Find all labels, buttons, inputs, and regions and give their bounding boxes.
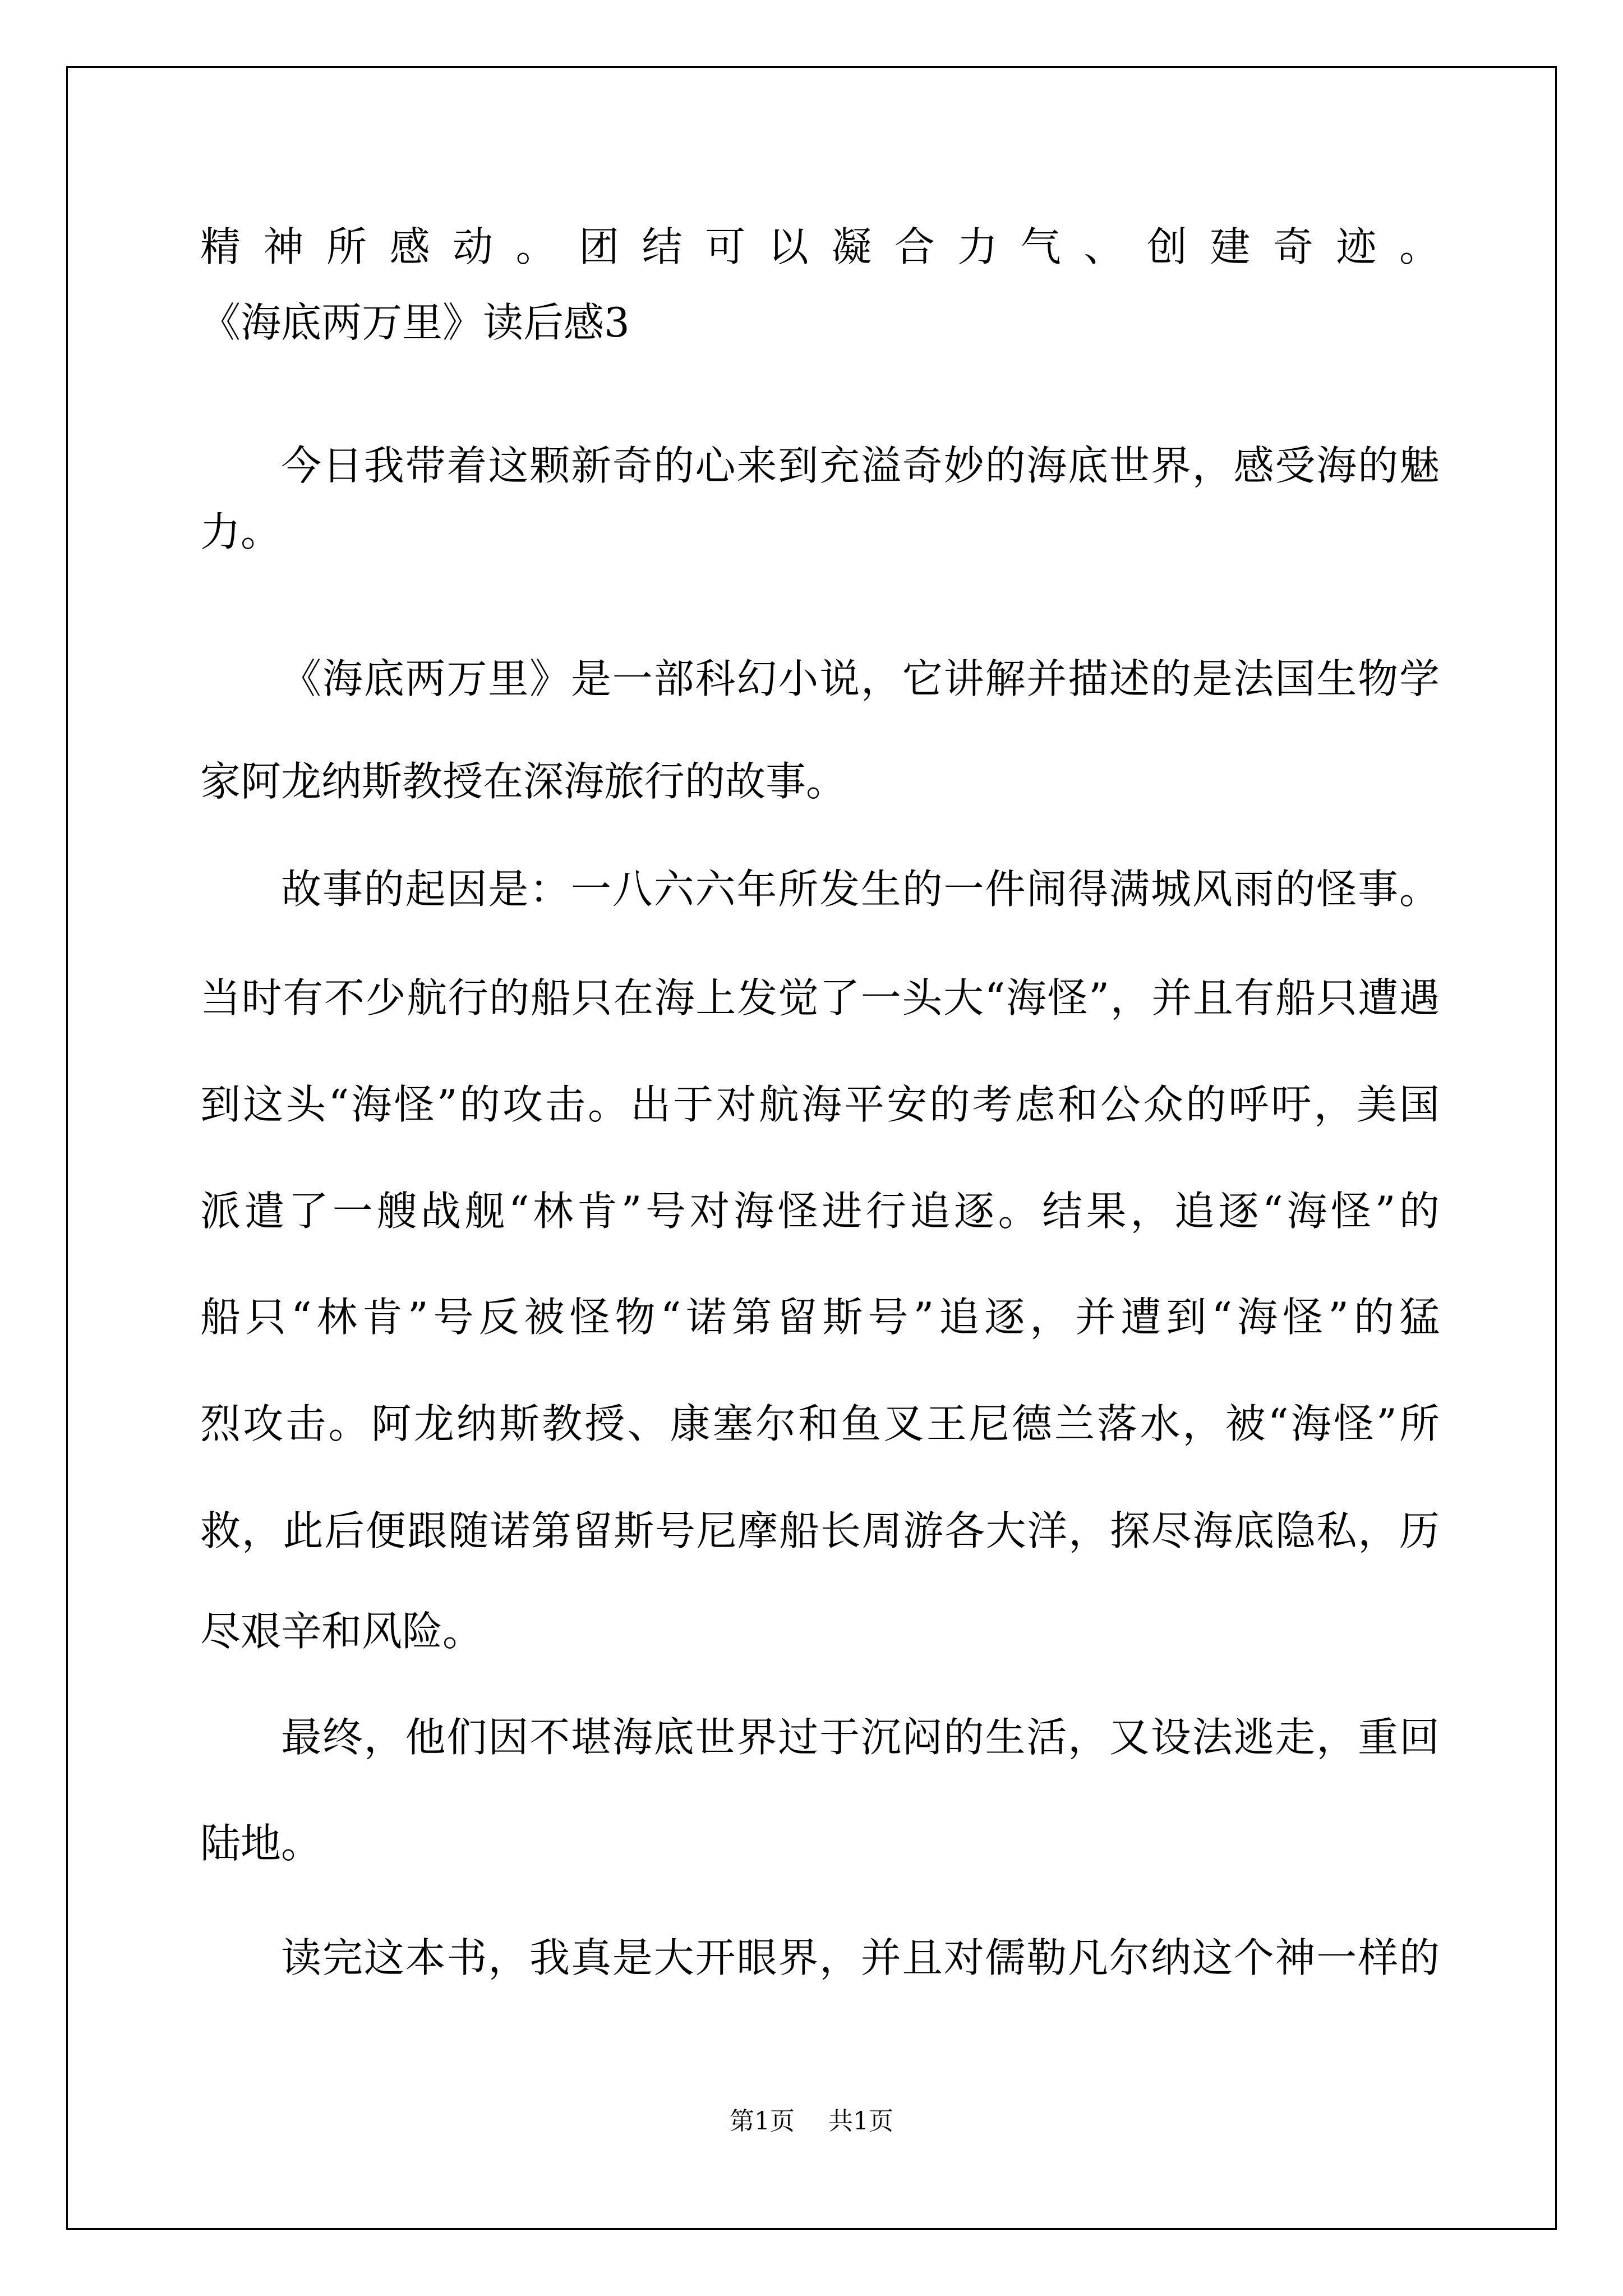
text-line: 尽艰辛和风险。	[200, 1608, 483, 1655]
text-line: 船只“林肯”号反被怪物“诺第留斯号”追逐，并遭到“海怪”的猛	[200, 1294, 1440, 1341]
section-heading: 《海底两万里》读后感3	[200, 299, 630, 346]
page-border	[66, 66, 1557, 2230]
text-line: 读完这本书，我真是大开眼界，并且对儒勒凡尔纳这个神一样的	[281, 1934, 1440, 1981]
text-line: 力。	[200, 508, 282, 555]
text-line: 到这头“海怪”的攻击。出于对航海平安的考虑和公众的呼吁，美国	[200, 1081, 1440, 1128]
text-line: 故事的起因是：一八六六年所发生的一件闹得满城风雨的怪事。	[281, 866, 1440, 913]
text-line: 《海底两万里》是一部科幻小说，它讲解并描述的是法国生物学	[281, 655, 1440, 702]
text-line: 当时有不少航行的船只在海上发觉了一头大“海怪”，并且有船只遭遇	[200, 974, 1440, 1022]
page-footer	[0, 2105, 1623, 2138]
text-line: 烈攻击。阿龙纳斯教授、康塞尔和鱼叉王尼德兰落水，被“海怪”所	[200, 1400, 1440, 1447]
text-line: 陆地。	[200, 1820, 322, 1867]
text-line: 家阿龙纳斯教授在深海旅行的故事。	[200, 758, 847, 805]
page-total: 共1页	[828, 2107, 893, 2136]
text-line: 派遣了一艘战舰“林肯”号对海怪进行追逐。结果，追逐“海怪”的	[200, 1188, 1440, 1235]
page-number: 第1页	[730, 2107, 795, 2136]
text-line: 精神所感动。团结可以凝合力气、创建奇迹。	[200, 223, 1440, 270]
text-line: 今日我带着这颗新奇的心来到充溢奇妙的海底世界，感受海的魅	[281, 442, 1440, 489]
text-line: 最终，他们因不堪海底世界过于沉闷的生活，又设法逃走，重回	[281, 1714, 1440, 1761]
text-line: 救，此后便跟随诺第留斯号尼摩船长周游各大洋，探尽海底隐私，历	[200, 1507, 1440, 1554]
